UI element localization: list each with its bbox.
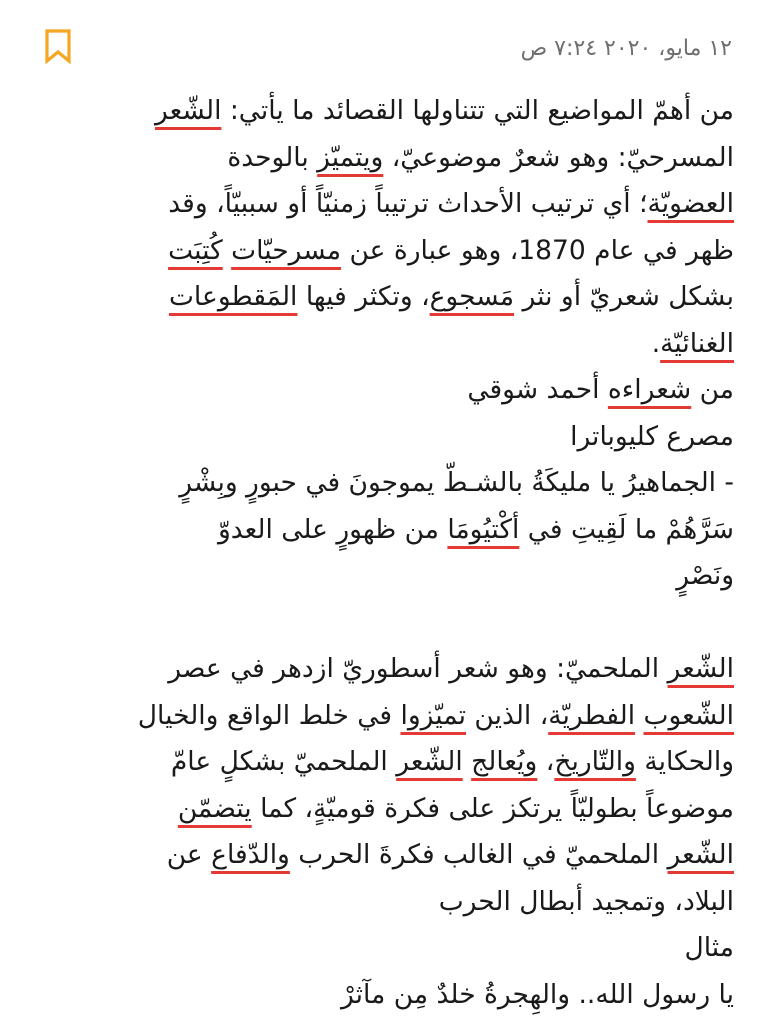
note-line (34, 925, 734, 972)
note-line (34, 786, 734, 833)
misspelled-word: المَقطوعات (168, 281, 298, 312)
note-text: من أهمّ المواضيع التي تتناولها القصائد ما يأتي: (221, 95, 734, 126)
note-text: - الجماهيرُ يا مليكَةُ بالشـطّ يموجونَ في حبورٍ وبِشْرٍ (179, 467, 734, 498)
note-line (34, 832, 734, 879)
note-line (34, 553, 734, 600)
note-text: عن (166, 839, 212, 870)
note-line (34, 600, 734, 647)
note-line (34, 274, 734, 321)
misspelled-word: الشّعر (154, 95, 222, 126)
note-text: مثال (684, 932, 734, 963)
note-text: من (691, 374, 734, 405)
note-text: الملحميّ: وهو شعر أسطوريّ ازدهر في عصر (168, 653, 668, 684)
misspelled-word: الشّعر (396, 746, 463, 777)
note-text: أحمد شوقي (467, 374, 608, 405)
misspelled-word: ويُعالج (471, 746, 538, 777)
note-text: الملحميّ في الغالب فكرةَ الحرب (289, 839, 668, 870)
note-line (34, 507, 734, 554)
misspelled-word: والتّاريخ (554, 746, 636, 777)
note-line (34, 414, 734, 461)
misspelled-word: تميّزوا (400, 699, 466, 731)
note-line (34, 228, 734, 275)
misspelled-word: الغنائيّة (660, 327, 734, 359)
misspelled-word: الفطريّة (548, 699, 636, 731)
misspelled-word: شعراءه (607, 374, 692, 405)
note-text: ؛ أي ترتيب الأحداث ترتيباً زمنيّاً أو سببيّاً، وقد (168, 188, 648, 219)
note-text: ظهر في عام 1870، وهو عبارة عن (341, 234, 734, 266)
note-text: البلاد، وتمجيد أبطال الحرب (438, 885, 734, 917)
note-line (34, 321, 734, 368)
note-text: يا رسول الله.. والهِجرةُ خلدٌ مِن مآثرْ (341, 978, 734, 1010)
note-timestamp: ١٢ مايو، ٢٠٢٠ ٧:٢٤ ص (520, 36, 732, 61)
note-line (34, 88, 734, 135)
note-line (34, 693, 734, 740)
misspelled-word: كُتِبَت (168, 234, 223, 266)
note-line (34, 646, 734, 693)
note-text: ونَصْرٍ (676, 560, 734, 591)
note-line (34, 181, 734, 228)
note-text: بالوحدة (227, 141, 318, 173)
bookmark-icon[interactable] (40, 28, 76, 64)
note-text: مصرع كليوباترا (570, 420, 734, 452)
note-line (34, 367, 734, 414)
misspelled-word: ويتميّز (317, 141, 384, 173)
note-text: بشكل شعريّ أو نثر (514, 281, 734, 312)
note-text: والحكاية (635, 746, 734, 777)
misspelled-word: الشّعوب (643, 699, 734, 731)
note-text: . (651, 327, 661, 359)
note-text: ، (537, 746, 555, 777)
note-line (34, 460, 734, 507)
note-text (463, 746, 471, 777)
note-header (0, 0, 768, 80)
bookmark-outline-icon (40, 28, 76, 64)
misspelled-word: مسرحيّات (231, 234, 342, 266)
note-text: من ظهورٍ على العدوّ (217, 513, 448, 545)
note-text: في خلط الواقع والخيال (137, 699, 401, 731)
note-line (34, 739, 734, 786)
note-text: ، وتكثر فيها (297, 281, 430, 312)
misspelled-word: والدّفاع (211, 839, 290, 870)
misspelled-word: العضويّة (647, 188, 734, 219)
misspelled-word: الشّعر (667, 839, 734, 870)
note-text: الملحميّ بشكلٍ عامّ (170, 746, 397, 777)
note-text: سَرَّهُمْ ما لَقِيتِ في (519, 513, 734, 545)
note-text (635, 700, 643, 731)
misspelled-word: أكْتيُومَا (447, 513, 520, 545)
note-text: موضوعاً بطوليّاً يرتكز على فكرة قوميّةٍ، كما (251, 792, 734, 824)
note-line (34, 879, 734, 926)
misspelled-word: مَسجوع (429, 281, 515, 312)
misspelled-word: يتضمّن (177, 792, 252, 824)
note-line (34, 972, 734, 1019)
note-text: المسرحيّ: وهو شعرٌ موضوعيّ، (383, 141, 734, 173)
note-text: ، الذين (465, 699, 549, 731)
note-body[interactable] (34, 88, 734, 1018)
note-line (34, 135, 734, 182)
misspelled-word: الشّعر (667, 653, 734, 684)
note-text (223, 235, 231, 266)
